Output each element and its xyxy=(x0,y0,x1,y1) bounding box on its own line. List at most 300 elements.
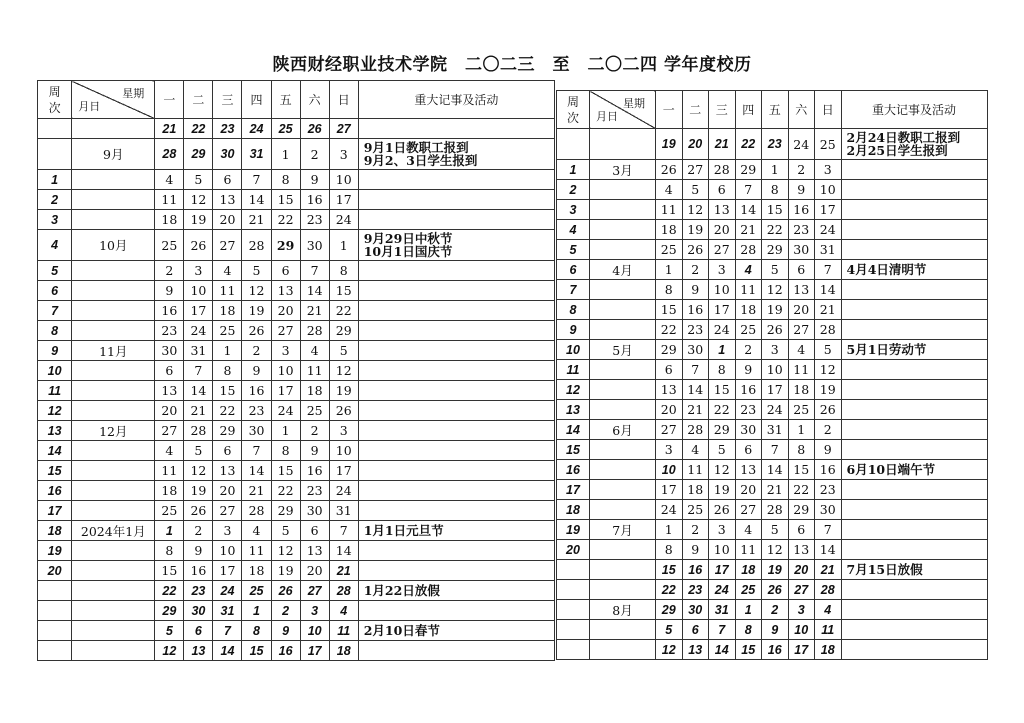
date-cell: 21 xyxy=(184,401,213,421)
date-cell: 10 xyxy=(762,360,789,380)
date-cell: 16 xyxy=(242,381,271,401)
week-number-cell xyxy=(557,560,590,580)
events-cell xyxy=(841,280,987,300)
events-cell xyxy=(358,190,554,210)
events-cell xyxy=(841,340,987,360)
date-cell: 8 xyxy=(329,261,358,281)
date-cell: 21 xyxy=(762,480,789,500)
month-cell xyxy=(72,441,155,461)
week-header-line2: 次 xyxy=(566,110,579,125)
events-cell xyxy=(358,581,554,601)
date-cell: 20 xyxy=(213,210,242,230)
events-cell xyxy=(358,321,554,341)
weekday-header: 二 xyxy=(184,81,213,119)
week-number-header xyxy=(38,81,72,119)
date-cell: 23 xyxy=(762,129,789,160)
events-cell xyxy=(841,320,987,340)
calendar-week-row xyxy=(38,441,555,461)
date-cell: 5 xyxy=(762,260,789,280)
date-cell: 11 xyxy=(682,460,709,480)
date-cell: 5 xyxy=(242,261,271,281)
date-cell: 24 xyxy=(762,400,789,420)
week-number-cell: 14 xyxy=(557,420,590,440)
date-cell: 31 xyxy=(242,139,271,170)
calendar-week-row xyxy=(557,240,988,260)
month-cell xyxy=(72,581,155,601)
date-cell: 24 xyxy=(213,581,242,601)
date-cell: 22 xyxy=(656,320,683,340)
date-cell: 16 xyxy=(682,300,709,320)
event-text: 2月10日春节 xyxy=(363,623,440,638)
event-text: 9月29日中秋节 xyxy=(363,231,453,246)
month-cell xyxy=(72,119,155,139)
date-cell: 29 xyxy=(656,340,683,360)
date-cell: 21 xyxy=(815,300,842,320)
date-cell: 30 xyxy=(735,420,762,440)
date-cell: 5 xyxy=(762,520,789,540)
calendar-week-row xyxy=(557,320,988,340)
date-cell: 6 xyxy=(213,441,242,461)
date-cell: 12 xyxy=(762,280,789,300)
date-cell: 7 xyxy=(329,521,358,541)
calendar-week-row xyxy=(557,260,988,280)
date-cell: 1 xyxy=(271,139,300,170)
week-number-cell: 14 xyxy=(38,441,72,461)
month-cell xyxy=(72,481,155,501)
date-cell: 24 xyxy=(184,321,213,341)
events-cell xyxy=(358,139,554,170)
date-cell: 21 xyxy=(242,481,271,501)
week-number-cell: 18 xyxy=(38,521,72,541)
calendar-week-row xyxy=(38,601,555,621)
calendar-week-row xyxy=(38,621,555,641)
date-cell: 9 xyxy=(735,360,762,380)
date-cell: 2 xyxy=(735,340,762,360)
events-cell xyxy=(358,621,554,641)
date-cell: 26 xyxy=(762,580,789,600)
date-cell: 25 xyxy=(271,119,300,139)
events-cell xyxy=(841,360,987,380)
date-cell: 13 xyxy=(735,460,762,480)
month-cell xyxy=(72,601,155,621)
calendar-week-row xyxy=(38,210,555,230)
event-text: 2月25日学生报到 xyxy=(846,143,948,158)
date-cell: 3 xyxy=(300,601,329,621)
date-cell: 13 xyxy=(213,190,242,210)
weekday-label: 星期 xyxy=(623,97,645,110)
events-cell xyxy=(841,460,987,480)
date-cell: 25 xyxy=(213,321,242,341)
week-number-cell: 19 xyxy=(557,520,590,540)
date-cell: 3 xyxy=(271,341,300,361)
date-cell: 27 xyxy=(735,500,762,520)
date-cell: 17 xyxy=(656,480,683,500)
date-cell: 15 xyxy=(271,190,300,210)
calendar-week-row xyxy=(557,380,988,400)
events-cell xyxy=(358,481,554,501)
week-number-cell: 5 xyxy=(38,261,72,281)
date-cell: 18 xyxy=(300,381,329,401)
date-cell: 18 xyxy=(682,480,709,500)
events-cell xyxy=(841,300,987,320)
month-cell: 2024年1月 xyxy=(72,521,155,541)
events-cell xyxy=(841,500,987,520)
date-cell: 6 xyxy=(300,521,329,541)
date-cell: 25 xyxy=(735,320,762,340)
date-cell: 30 xyxy=(213,139,242,170)
date-cell: 22 xyxy=(184,119,213,139)
date-cell: 5 xyxy=(155,621,184,641)
month-cell: 6月 xyxy=(590,420,656,440)
date-cell: 23 xyxy=(300,481,329,501)
date-cell: 7 xyxy=(815,260,842,280)
events-cell xyxy=(358,341,554,361)
date-cell: 7 xyxy=(184,361,213,381)
date-cell: 30 xyxy=(788,240,815,260)
date-cell: 17 xyxy=(788,640,815,660)
date-cell: 8 xyxy=(788,440,815,460)
calendar-week-row xyxy=(38,521,555,541)
event-text: 10月1日国庆节 xyxy=(363,244,453,259)
date-cell: 19 xyxy=(815,380,842,400)
calendar-week-row xyxy=(557,180,988,200)
date-cell: 24 xyxy=(329,481,358,501)
date-cell: 3 xyxy=(815,160,842,180)
month-cell xyxy=(72,281,155,301)
events-cell xyxy=(358,361,554,381)
date-cell: 29 xyxy=(788,500,815,520)
date-cell: 12 xyxy=(682,200,709,220)
calendar-week-row xyxy=(557,280,988,300)
date-cell: 28 xyxy=(184,421,213,441)
date-cell: 28 xyxy=(300,321,329,341)
date-cell: 25 xyxy=(242,581,271,601)
date-cell: 28 xyxy=(682,420,709,440)
calendar-week-row xyxy=(557,480,988,500)
month-cell xyxy=(590,580,656,600)
date-cell: 26 xyxy=(656,160,683,180)
week-number-cell: 10 xyxy=(557,340,590,360)
date-cell: 7 xyxy=(709,620,736,640)
date-cell: 16 xyxy=(300,461,329,481)
date-cell: 15 xyxy=(735,640,762,660)
date-cell: 6 xyxy=(155,361,184,381)
date-cell: 31 xyxy=(709,600,736,620)
weekday-header: 四 xyxy=(735,91,762,129)
date-cell: 12 xyxy=(155,641,184,661)
date-cell: 14 xyxy=(762,460,789,480)
date-cell: 4 xyxy=(735,260,762,280)
week-number-cell: 2 xyxy=(38,190,72,210)
date-cell: 17 xyxy=(213,561,242,581)
event-text: 9月1日教职工报到 xyxy=(363,140,469,155)
date-cell: 4 xyxy=(155,441,184,461)
date-cell: 3 xyxy=(329,421,358,441)
date-cell: 8 xyxy=(656,540,683,560)
date-cell: 14 xyxy=(242,190,271,210)
date-cell: 8 xyxy=(271,441,300,461)
date-cell: 29 xyxy=(735,160,762,180)
date-cell: 18 xyxy=(242,561,271,581)
date-cell: 21 xyxy=(155,119,184,139)
events-cell xyxy=(841,420,987,440)
date-cell: 13 xyxy=(656,380,683,400)
date-cell: 16 xyxy=(815,460,842,480)
date-cell: 23 xyxy=(735,400,762,420)
week-number-cell xyxy=(38,621,72,641)
date-cell: 4 xyxy=(682,440,709,460)
date-cell: 27 xyxy=(213,230,242,261)
week-number-cell: 5 xyxy=(557,240,590,260)
month-cell xyxy=(590,460,656,480)
date-cell: 26 xyxy=(184,230,213,261)
month-cell xyxy=(72,381,155,401)
date-cell: 19 xyxy=(329,381,358,401)
date-cell: 21 xyxy=(682,400,709,420)
calendar-week-row xyxy=(557,420,988,440)
month-cell xyxy=(590,380,656,400)
date-cell: 24 xyxy=(709,320,736,340)
date-cell: 1 xyxy=(155,521,184,541)
month-cell xyxy=(590,400,656,420)
calendar-week-row xyxy=(38,401,555,421)
month-cell xyxy=(72,190,155,210)
month-cell xyxy=(590,560,656,580)
week-number-cell: 11 xyxy=(557,360,590,380)
month-cell: 5月 xyxy=(590,340,656,360)
date-cell: 9 xyxy=(242,361,271,381)
week-number-cell: 12 xyxy=(38,401,72,421)
date-cell: 25 xyxy=(155,230,184,261)
month-cell xyxy=(72,641,155,661)
month-cell xyxy=(72,170,155,190)
date-cell: 5 xyxy=(815,340,842,360)
month-cell xyxy=(590,280,656,300)
date-cell: 16 xyxy=(271,641,300,661)
calendar-week-row xyxy=(557,300,988,320)
date-cell: 24 xyxy=(271,401,300,421)
month-cell: 3月 xyxy=(590,160,656,180)
date-cell: 20 xyxy=(788,560,815,580)
events-cell xyxy=(358,381,554,401)
date-cell: 22 xyxy=(709,400,736,420)
calendar-week-row xyxy=(557,440,988,460)
date-cell: 2 xyxy=(300,421,329,441)
date-cell: 16 xyxy=(682,560,709,580)
date-cell: 7 xyxy=(242,441,271,461)
date-cell: 13 xyxy=(682,640,709,660)
calendar-week-row xyxy=(38,481,555,501)
date-cell: 3 xyxy=(709,520,736,540)
weekday-header: 四 xyxy=(242,81,271,119)
calendar-week-row xyxy=(557,200,988,220)
date-cell: 25 xyxy=(735,580,762,600)
month-cell xyxy=(72,541,155,561)
date-cell: 17 xyxy=(184,301,213,321)
event-text: 4月4日清明节 xyxy=(846,262,927,277)
events-cell xyxy=(841,560,987,580)
date-cell: 2 xyxy=(184,521,213,541)
week-number-cell: 8 xyxy=(38,321,72,341)
events-cell xyxy=(358,601,554,621)
calendar-table-spring xyxy=(556,90,988,660)
date-cell: 13 xyxy=(788,540,815,560)
week-number-cell xyxy=(38,601,72,621)
date-cell: 27 xyxy=(788,320,815,340)
events-cell xyxy=(841,129,987,160)
date-cell: 17 xyxy=(762,380,789,400)
date-cell: 4 xyxy=(155,170,184,190)
date-cell: 8 xyxy=(762,180,789,200)
date-cell: 5 xyxy=(709,440,736,460)
month-cell xyxy=(590,300,656,320)
date-cell: 9 xyxy=(788,180,815,200)
date-cell: 21 xyxy=(815,560,842,580)
week-number-cell: 17 xyxy=(557,480,590,500)
date-cell: 7 xyxy=(213,621,242,641)
calendar-week-row xyxy=(557,500,988,520)
date-cell: 12 xyxy=(242,281,271,301)
date-cell: 17 xyxy=(300,641,329,661)
date-cell: 10 xyxy=(815,180,842,200)
week-number-cell: 4 xyxy=(557,220,590,240)
date-cell: 18 xyxy=(155,481,184,501)
events-cell xyxy=(358,170,554,190)
week-number-cell: 18 xyxy=(557,500,590,520)
date-cell: 16 xyxy=(788,200,815,220)
date-cell: 18 xyxy=(815,640,842,660)
month-cell xyxy=(590,640,656,660)
date-cell: 18 xyxy=(155,210,184,230)
calendar-week-row xyxy=(38,501,555,521)
events-header: 重大记事及活动 xyxy=(841,91,987,129)
date-cell: 23 xyxy=(815,480,842,500)
date-cell: 30 xyxy=(242,421,271,441)
events-cell xyxy=(358,541,554,561)
date-cell: 29 xyxy=(656,600,683,620)
date-cell: 14 xyxy=(213,641,242,661)
calendar-table-fall xyxy=(37,80,555,661)
month-cell: 4月 xyxy=(590,260,656,280)
date-cell: 19 xyxy=(271,561,300,581)
date-cell: 15 xyxy=(329,281,358,301)
events-cell xyxy=(358,281,554,301)
date-cell: 18 xyxy=(735,560,762,580)
date-cell: 31 xyxy=(815,240,842,260)
page-title: 陕西财经职业技术学院 二〇二三 至 二〇二四 学年度校历 xyxy=(272,55,752,75)
date-cell: 16 xyxy=(300,190,329,210)
event-text: 1月22日放假 xyxy=(363,583,440,598)
week-number-cell: 9 xyxy=(557,320,590,340)
calendar-week-row xyxy=(557,580,988,600)
date-cell: 9 xyxy=(762,620,789,640)
date-cell: 8 xyxy=(656,280,683,300)
week-number-cell xyxy=(38,119,72,139)
date-cell: 7 xyxy=(300,261,329,281)
date-cell: 1 xyxy=(656,260,683,280)
date-cell: 1 xyxy=(788,420,815,440)
week-number-cell: 12 xyxy=(557,380,590,400)
date-cell: 15 xyxy=(242,641,271,661)
week-number-cell xyxy=(38,139,72,170)
date-cell: 8 xyxy=(213,361,242,381)
date-cell: 19 xyxy=(682,220,709,240)
weekday-header: 日 xyxy=(815,91,842,129)
date-cell: 9 xyxy=(300,441,329,461)
date-cell: 7 xyxy=(682,360,709,380)
events-cell xyxy=(358,501,554,521)
date-cell: 26 xyxy=(762,320,789,340)
events-cell xyxy=(358,521,554,541)
date-cell: 11 xyxy=(656,200,683,220)
date-cell: 16 xyxy=(735,380,762,400)
calendar-week-row xyxy=(38,170,555,190)
date-cell: 11 xyxy=(155,461,184,481)
date-cell: 7 xyxy=(762,440,789,460)
date-cell: 7 xyxy=(815,520,842,540)
events-cell xyxy=(841,200,987,220)
date-cell: 24 xyxy=(788,129,815,160)
date-cell: 28 xyxy=(709,160,736,180)
date-cell: 2 xyxy=(271,601,300,621)
date-cell: 9 xyxy=(184,541,213,561)
date-cell: 10 xyxy=(709,540,736,560)
date-cell: 30 xyxy=(300,230,329,261)
week-number-cell: 13 xyxy=(38,421,72,441)
month-cell xyxy=(72,621,155,641)
date-cell: 15 xyxy=(271,461,300,481)
week-number-cell xyxy=(38,641,72,661)
events-cell xyxy=(841,600,987,620)
date-cell: 22 xyxy=(735,129,762,160)
week-number-cell: 9 xyxy=(38,341,72,361)
date-cell: 9 xyxy=(155,281,184,301)
date-cell: 29 xyxy=(155,601,184,621)
month-cell xyxy=(590,360,656,380)
date-cell: 15 xyxy=(656,300,683,320)
week-number-cell xyxy=(557,620,590,640)
date-cell: 21 xyxy=(242,210,271,230)
date-cell: 13 xyxy=(788,280,815,300)
week-number-cell: 10 xyxy=(38,361,72,381)
date-cell: 2 xyxy=(815,420,842,440)
calendar-week-row xyxy=(38,421,555,441)
date-cell: 1 xyxy=(213,341,242,361)
date-cell: 27 xyxy=(300,581,329,601)
date-cell: 11 xyxy=(735,540,762,560)
date-cell: 10 xyxy=(788,620,815,640)
date-cell: 14 xyxy=(815,280,842,300)
week-number-cell xyxy=(557,580,590,600)
date-cell: 3 xyxy=(184,261,213,281)
date-cell: 26 xyxy=(329,401,358,421)
weekday-date-diagonal-header xyxy=(590,91,656,129)
date-cell: 2 xyxy=(682,260,709,280)
date-cell: 28 xyxy=(762,500,789,520)
week-number-cell xyxy=(557,640,590,660)
date-cell: 19 xyxy=(184,481,213,501)
date-cell: 11 xyxy=(815,620,842,640)
date-cell: 3 xyxy=(329,139,358,170)
date-cell: 22 xyxy=(788,480,815,500)
events-header: 重大记事及活动 xyxy=(358,81,554,119)
events-cell xyxy=(841,400,987,420)
date-cell: 17 xyxy=(815,200,842,220)
date-cell: 11 xyxy=(213,281,242,301)
date-cell: 4 xyxy=(788,340,815,360)
date-cell: 21 xyxy=(735,220,762,240)
date-cell: 27 xyxy=(329,119,358,139)
